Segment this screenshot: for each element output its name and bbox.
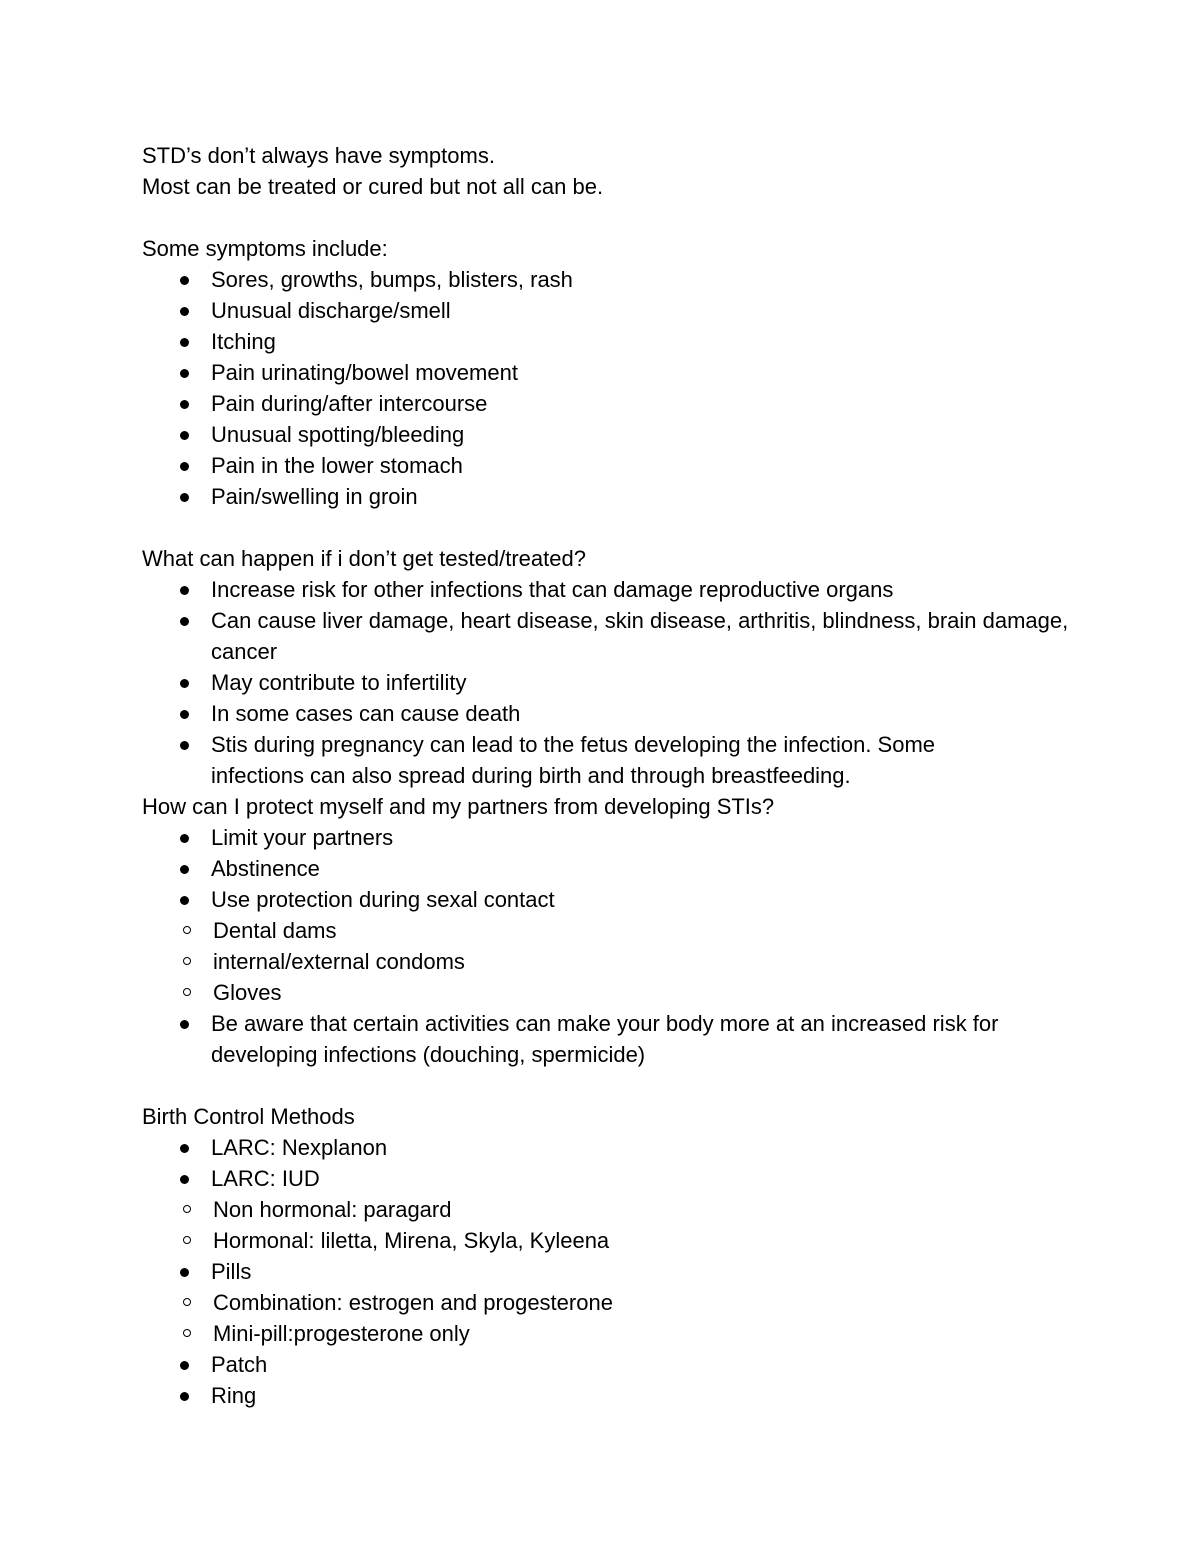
bullet-icon (180, 369, 189, 378)
bullet-icon (180, 1268, 189, 1277)
list-item-text: Limit your partners (211, 825, 394, 850)
sublist-container (142, 915, 1072, 1008)
list-item (142, 450, 1072, 481)
list-item-text: Pain urinating/bowel movement (211, 360, 518, 385)
blank-line (142, 1070, 1072, 1101)
bullet-icon (180, 617, 189, 626)
hollow-bullet-icon (183, 957, 191, 965)
hollow-bullet-icon (183, 1329, 191, 1337)
list-item (142, 1008, 1072, 1070)
list-item-text: LARC: Nexplanon (211, 1135, 388, 1160)
bullet-icon (180, 741, 189, 750)
list-item-text: Itching (211, 329, 276, 354)
list-item-text: Pain/swelling in groin (211, 484, 418, 509)
birth-control-list (142, 1132, 1072, 1411)
list-item-text: LARC: IUD (211, 1166, 320, 1191)
list-item (142, 605, 1072, 667)
sublist-item-text: Combination: estrogen and progesterone (213, 1290, 613, 1315)
bullet-icon (180, 1175, 189, 1184)
bullet-icon (180, 276, 189, 285)
sublist-item (142, 946, 1072, 977)
list-item (142, 1132, 1072, 1163)
document-page (142, 140, 1072, 1411)
sublist-item (142, 1318, 1072, 1349)
list-item (142, 853, 1072, 884)
list-item (142, 698, 1072, 729)
list-item (142, 1349, 1072, 1380)
bullet-icon (180, 462, 189, 471)
hollow-bullet-icon (183, 1236, 191, 1244)
sublist-item-text: Gloves (213, 980, 282, 1005)
list-item (142, 574, 1072, 605)
list-item (142, 729, 1072, 791)
iud-sublist (142, 1194, 1072, 1256)
list-item-text: Use protection during sexal contact (211, 887, 555, 912)
list-item-text: Unusual spotting/bleeding (211, 422, 465, 447)
list-item-text: Stis during pregnancy can lead to the fetus developing the infection. Some infections can also spread during birth and through breastfeeding. (211, 732, 936, 788)
sublist-container (142, 1194, 1072, 1256)
bullet-icon (180, 586, 189, 595)
bullet-icon (180, 431, 189, 440)
bullet-icon (180, 338, 189, 347)
list-item-text: Ring (211, 1383, 257, 1408)
bullet-icon (180, 834, 189, 843)
intro-line-2: Most can be treated or cured but not all can be. (142, 174, 604, 199)
bullet-icon (180, 400, 189, 409)
list-item-text: Pain in the lower stomach (211, 453, 463, 478)
list-item-text: May contribute to infertility (211, 670, 467, 695)
list-item-text: Abstinence (211, 856, 320, 881)
list-item-text: Sores, growths, bumps, blisters, rash (211, 267, 573, 292)
sublist-item-text: Hormonal: liletta, Mirena, Skyla, Kyleena (213, 1228, 610, 1253)
list-item-text: Pain during/after intercourse (211, 391, 488, 416)
list-item (142, 884, 1072, 915)
sublist-item (142, 977, 1072, 1008)
list-item (142, 295, 1072, 326)
bullet-icon (180, 865, 189, 874)
pills-sublist (142, 1287, 1072, 1349)
sublist-item (142, 1194, 1072, 1225)
sublist-item-text: internal/external condoms (213, 949, 465, 974)
sublist-item (142, 915, 1072, 946)
list-item-text: Pills (211, 1259, 252, 1284)
list-item-text: Be aware that certain activities can make your body more at an increased risk for developing infections (douching, spermicide) (211, 1011, 999, 1067)
protection-list (142, 822, 1072, 1070)
sublist-item-text: Non hormonal: paragard (213, 1197, 452, 1222)
protection-sublist (142, 915, 1072, 1008)
list-item-text: Unusual discharge/smell (211, 298, 451, 323)
blank-line (142, 202, 1072, 233)
list-item (142, 1163, 1072, 1194)
list-item (142, 667, 1072, 698)
bullet-icon (180, 1361, 189, 1370)
bullet-icon (180, 1020, 189, 1029)
list-item (142, 1256, 1072, 1287)
list-item (142, 326, 1072, 357)
sublist-item (142, 1225, 1072, 1256)
bullet-icon (180, 1392, 189, 1401)
list-item (142, 481, 1072, 512)
list-item (142, 388, 1072, 419)
symptoms-list (142, 264, 1072, 512)
hollow-bullet-icon (183, 1205, 191, 1213)
list-item-text: Can cause liver damage, heart disease, skin disease, arthritis, blindness, brain damage, cancer (211, 608, 1069, 664)
list-item (142, 1380, 1072, 1411)
protection-heading: How can I protect myself and my partners from developing STIs? (142, 794, 775, 819)
list-item (142, 419, 1072, 450)
bullet-icon (180, 710, 189, 719)
sublist-container (142, 1287, 1072, 1349)
hollow-bullet-icon (183, 1298, 191, 1306)
bullet-icon (180, 493, 189, 502)
symptoms-heading: Some symptoms include: (142, 236, 388, 261)
bullet-icon (180, 1144, 189, 1153)
sublist-item-text: Dental dams (213, 918, 337, 943)
bullet-icon (180, 896, 189, 905)
blank-line (142, 512, 1072, 543)
hollow-bullet-icon (183, 926, 191, 934)
list-item (142, 357, 1072, 388)
bullet-icon (180, 307, 189, 316)
hollow-bullet-icon (183, 988, 191, 996)
list-item-text: Patch (211, 1352, 268, 1377)
intro-line-1: STD’s don’t always have symptoms. (142, 143, 495, 168)
list-item-text: In some cases can cause death (211, 701, 521, 726)
sublist-item (142, 1287, 1072, 1318)
sublist-item-text: Mini-pill:progesterone only (213, 1321, 470, 1346)
bullet-icon (180, 679, 189, 688)
consequences-list (142, 574, 1072, 791)
list-item (142, 264, 1072, 295)
list-item (142, 822, 1072, 853)
list-item-text: Increase risk for other infections that can damage reproductive organs (211, 577, 894, 602)
consequences-heading: What can happen if i don’t get tested/treated? (142, 546, 586, 571)
birth-control-heading: Birth Control Methods (142, 1104, 355, 1129)
